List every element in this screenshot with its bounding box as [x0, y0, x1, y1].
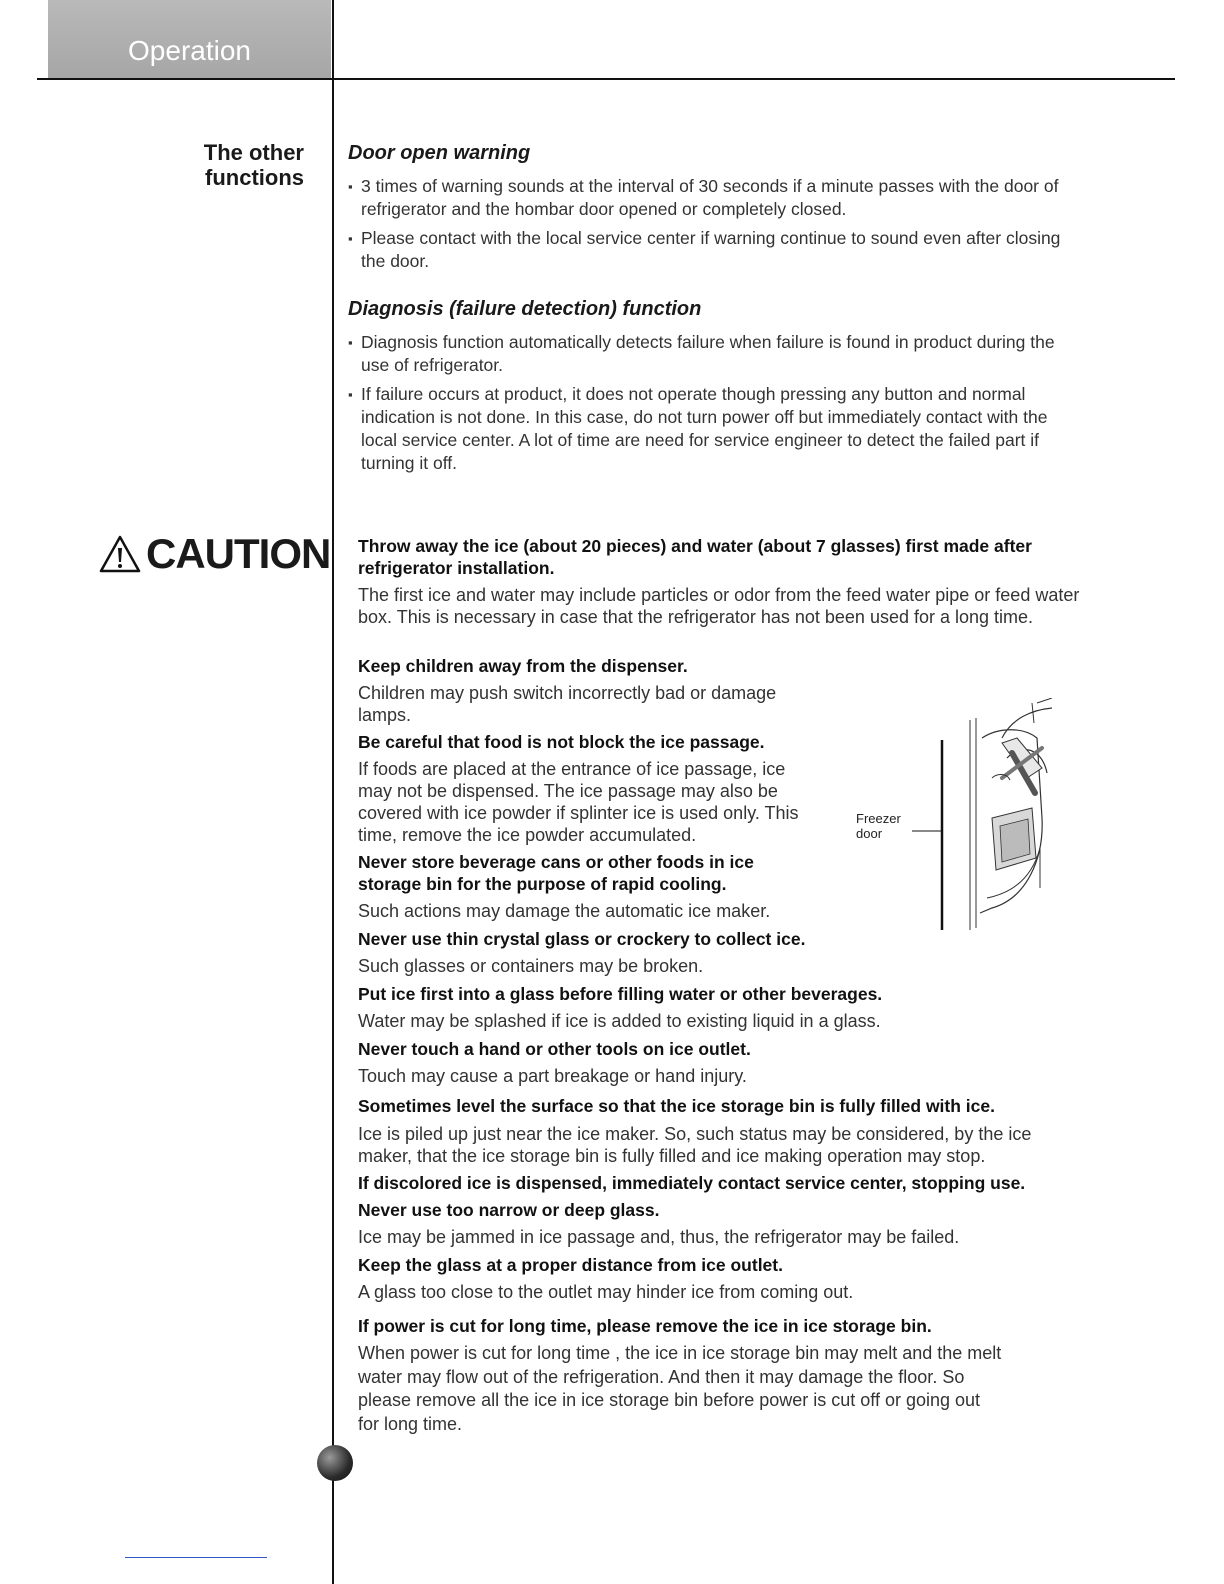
caution-item-body: When power is cut for long time , the ice in ice storage bin may melt and the melt water may flow out of the refrigeration. And then it may damage the floor. So please remove all the ice in ice storage bin before power is cut off or going out for long time.: [358, 1343, 1002, 1434]
caution-item-body: If foods are placed at the entrance of ice passage, ice may not be dispensed. The ice passage may also be covered with ice powder if splinter ice is used only. This time, remove the ice powder accumulated.: [358, 759, 799, 845]
list-item: ▪ 3 times of warning sounds at the interval of 30 seconds if a minute passes with the door of refrigerator and the hombar door opened or completely closed.: [348, 175, 1083, 221]
caution-item-body: The first ice and water may include particles or odor from the feed water pipe or feed water box. This is necessary in case that the refrigerator has not been used for a long time.: [358, 585, 1080, 627]
figure-label-line2: door: [856, 826, 883, 841]
caution-item-heading: Never use too narrow or deep glass.: [358, 1200, 660, 1220]
warning-triangle-icon: [98, 534, 142, 574]
caution-item-body: Water may be splashed if ice is added to existing liquid in a glass.: [358, 1011, 881, 1031]
caution-item-heading: Keep children away from the dispenser.: [358, 656, 688, 676]
page-marker: [317, 1445, 353, 1481]
side-title: [150, 140, 304, 190]
caution-item-heading: Put ice first into a glass before filling water or other beverages.: [358, 984, 883, 1004]
caution-item-body: Children may push switch incorrectly bad or damage lamps.: [358, 683, 777, 725]
caution-item-heading: Keep the glass at a proper distance from ice outlet.: [358, 1255, 783, 1275]
caution-label: CAUTION: [146, 530, 331, 577]
caution-item-heading: Never store beverage cans or other foods in ice storage bin for the purpose of rapid cooling.: [358, 852, 754, 894]
list-item: ▪ If failure occurs at product, it does not operate though pressing any button and normal indication is not done. In this case, do not turn power off but immediately contact with the local service center. A lot of time are need for service engineer to detect the failed part if turning it off.: [348, 383, 1083, 475]
caution-item-body: Such actions may damage the automatic ice maker.: [358, 901, 771, 921]
caution-item-heading: Never use thin crystal glass or crockery to collect ice.: [358, 929, 806, 949]
caution-heading: [98, 530, 330, 578]
caution-item-body: A glass too close to the outlet may hinder ice from coming out.: [358, 1282, 854, 1302]
caution-item-heading: If discolored ice is dispensed, immediately contact service center, stopping use.: [358, 1173, 1026, 1193]
caution-item-heading: Sometimes level the surface so that the ice storage bin is fully filled with ice.: [358, 1096, 995, 1116]
door-warning-list: [348, 175, 1083, 279]
diagnosis-list: [348, 331, 1083, 481]
figure-label: [856, 811, 901, 841]
caution-item-heading: If power is cut for long time, please remove the ice in ice storage bin.: [358, 1316, 932, 1336]
side-title-line1: The other: [203, 140, 304, 165]
margin-rule: [332, 0, 334, 1584]
section-heading-diagnosis: Diagnosis (failure detection) function: [348, 298, 702, 320]
header-rule: [37, 78, 1175, 80]
caution-item-heading: Never touch a hand or other tools on ice outlet.: [358, 1039, 751, 1059]
section-heading-door-warning: Door open warning: [348, 142, 531, 164]
caution-item-body: Touch may cause a part breakage or hand injury.: [358, 1066, 747, 1086]
caution-item-body: Ice is piled up just near the ice maker. So, such status may be considered, by the ice maker, that the ice storage bin is fully filled and ice making operation may stop.: [358, 1124, 1032, 1166]
footer-line: [125, 1557, 267, 1558]
caution-item-heading: Be careful that food is not block the ice passage.: [358, 732, 765, 752]
caution-item-heading: Throw away the ice (about 20 pieces) and water (about 7 glasses) first made after refrigerator installation.: [358, 536, 1032, 578]
list-item: ▪ Please contact with the local service center if warning continue to sound even after closing the door.: [348, 227, 1083, 273]
figure-label-line1: Freezer: [856, 811, 901, 826]
section-tab-label: Operation: [128, 35, 251, 66]
section-tab: [48, 0, 331, 78]
side-title-line2: functions: [205, 165, 304, 190]
caution-item-body: Such glasses or containers may be broken.: [358, 956, 704, 976]
caution-item-body: Ice may be jammed in ice passage and, thus, the refrigerator may be failed.: [358, 1227, 960, 1247]
list-item: ▪ Diagnosis function automatically detects failure when failure is found in product during the use of refrigerator.: [348, 331, 1083, 377]
